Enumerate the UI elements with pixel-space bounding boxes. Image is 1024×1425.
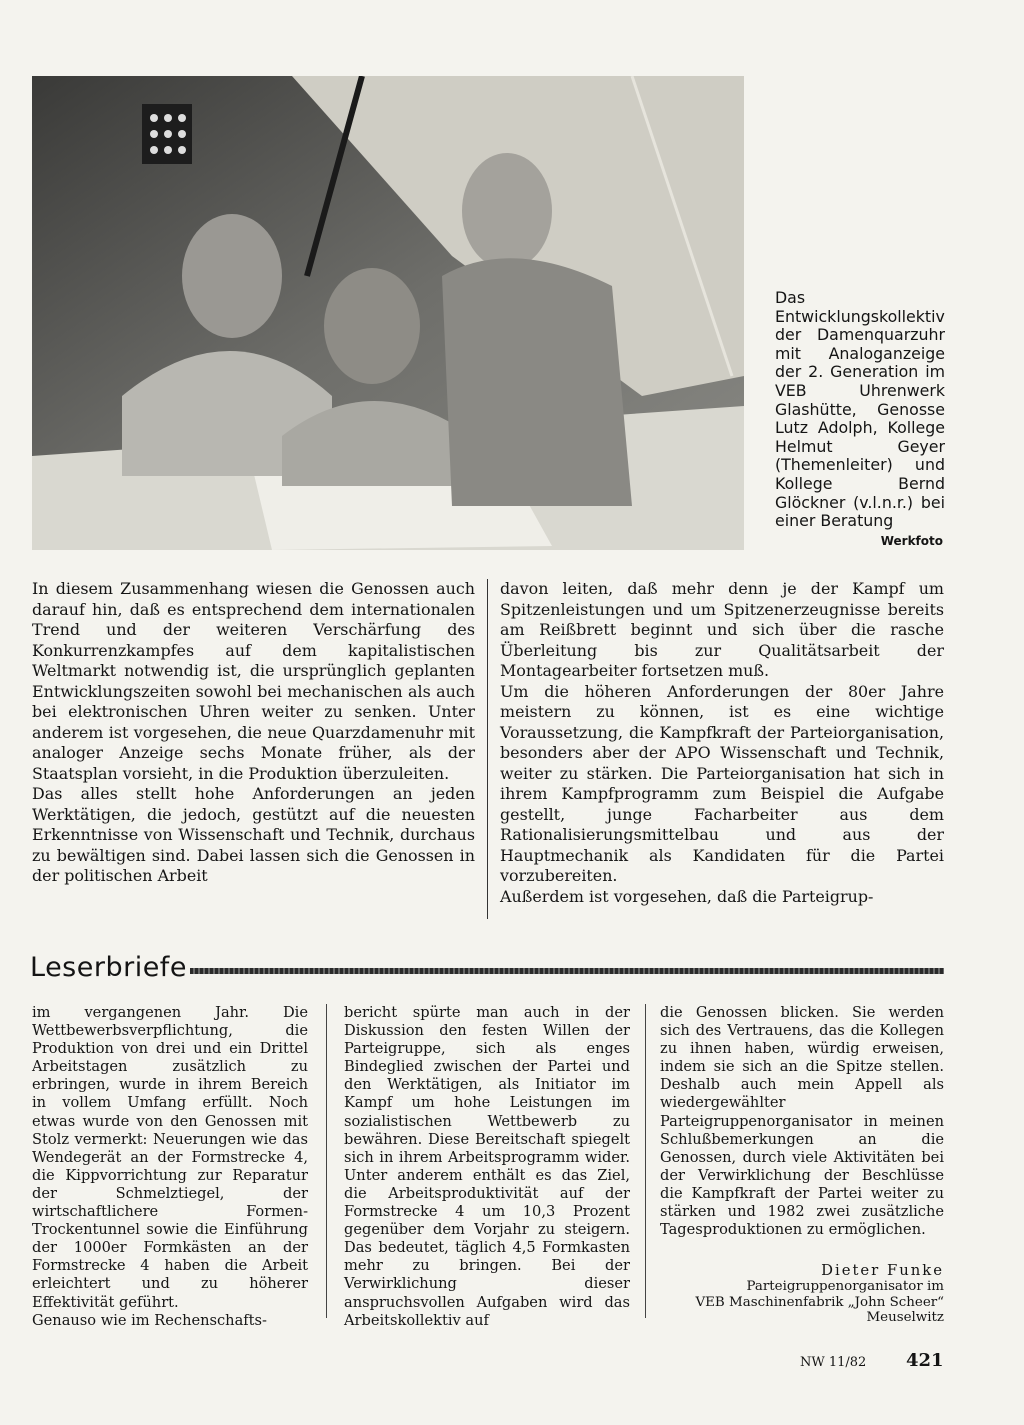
page-number: 421 bbox=[906, 1350, 944, 1371]
article-column-2 bbox=[500, 579, 944, 907]
letter-signature bbox=[660, 1262, 944, 1326]
letter-paragraph: im vergangenen Jahr. Die Wettbewerbsverpflichtung, die Produktion von drei und ein Drittel Arbeitstagen zusätzlich zu erbringen, wurde in ihrem Bereich in vollem Umfang erfüllt. Noch etwas wurde von den Genossen mit Stolz vermerkt: Neuerungen wie das Wendegerät an der Formstrecke 4, die Kippvorrichtung zur Reparatur der Schmelztiegel, der wirtschaftlichere Formen-Trockentunnel sowie die Einführung der 1000er Formkästen an der Formstrecke 4 haben die Arbeit erleichtert und zu höherer Effektivität geführt. bbox=[32, 1004, 308, 1311]
article-paragraph: In diesem Zusammenhang wiesen die Genossen auch darauf hin, daß es entsprechend dem internationalen Trend und der weiteren Verschärfung des Konkurrenzkampfes auf dem kapitalistischen Weltmarkt notwendig ist, die ursprünglich geplanten Entwicklungszeiten sowohl bei mechanischen als auch bei elektronischen Uhren weiter zu senken. Unter anderem ist vorgesehen, die neue Quarzdamenuhr mit analoger Anzeige sechs Monate früher, als der Staatsplan vorsieht, in die Produktion überzuleiten. bbox=[32, 579, 475, 783]
letter-column-2 bbox=[344, 1004, 630, 1330]
column-divider bbox=[487, 579, 488, 919]
section-rule bbox=[190, 968, 944, 974]
article-paragraph: davon leiten, daß mehr denn je der Kampf um Spitzenleistungen und um Spitzenerzeugnisse bereits am Reißbrett beginnt und sich über die rasche Überleitung bis zur Qualitätsarbeit der Montagearbeiter fortsetzen muß. bbox=[500, 579, 944, 680]
author-name: Dieter Funke bbox=[821, 1262, 944, 1279]
photo-credit: Werkfoto bbox=[880, 534, 943, 548]
article-column-1 bbox=[32, 579, 475, 887]
article-paragraph: Außerdem ist vorgesehen, daß die Parteigrup- bbox=[500, 886, 874, 906]
author-role-line: VEB Maschinenfabrik „John Scheer“ bbox=[695, 1294, 944, 1310]
article-paragraph: Das alles stellt hohe Anforderungen an jeden Werktätigen, die jedoch, gestützt auf die neuesten Erkenntnisse von Wissenschaft und Technik, durchaus zu bewältigen sind. Dabei lassen sich die Genossen in der politischen Arbeit bbox=[32, 784, 475, 885]
author-role-line: Parteigruppenorganisator im bbox=[746, 1279, 944, 1294]
article-paragraph: Um die höheren Anforderungen der 80er Jahre meistern zu können, ist es eine wichtige Voraussetzung, die Kampfkraft der Parteiorganisation, besonders aber der APO Wissenschaft und Technik, weiter zu stärken. Die Parteiorganisation hat sich in ihrem Kampfprogramm zum Beispiel die Aufgabe gestellt, junge Facharbeiter aus dem Rationalisierungsmittelbau und aus der Hauptmechanik als Kandidaten für die Partei vorzubereiten. bbox=[500, 681, 944, 885]
letter-column-3 bbox=[660, 1004, 944, 1239]
letter-column-1 bbox=[32, 1004, 308, 1330]
letter-paragraph: die Genossen blicken. Sie werden sich des Vertrauens, das die Kollegen zu ihnen haben, würdig erweisen, indem sie sich an die Spitze stellen. Deshalb auch mein Appell als wiedergewählter Parteigruppenorganisator in meinen Schlußbemerkungen an die Genossen, durch viele Aktivitäten bei der Verwirklichung der Beschlüsse die Kampfkraft der Partei weiter zu stärken und 1982 zwei zusätzliche Tagesproduktionen zu ermöglichen. bbox=[660, 1004, 944, 1239]
letter-paragraph: bericht spürte man auch in der Diskussion den festen Willen der Parteigruppe, sich als enges Bindeglied zwischen der Partei und den Werktätigen, als Initiator im Kampf um hohe Leistungen im sozialistischen Wettbewerb zu bewähren. Diese Bereitschaft spiegelt sich in ihrem Arbeitsprogramm wider. Unter anderem enthält es das Ziel, die Arbeitsproduktivität auf der Formstrecke 4 um 10,3 Prozent gegenüber dem Vorjahr zu steigern. Das bedeutet, täglich 4,5 Formkasten mehr zu bringen. Bei der Verwirklichung dieser anspruchsvollen Aufgaben wird das Arbeitskollektiv auf bbox=[344, 1004, 630, 1329]
photo-caption: Das Entwicklungskollektiv der Damenquarzuhr mit Analoganzeige der 2. Generation im VEB Uhrenwerk Glashütte, Genosse Lutz Adolph, Kollege Helmut Geyer (Themenleiter) und Kollege Bernd Glöckner (v.l.n.r.) bei einer Beratung bbox=[775, 288, 945, 531]
column-divider bbox=[645, 1004, 646, 1318]
section-title: Leserbriefe bbox=[30, 952, 187, 983]
author-role-line: Meuselwitz bbox=[866, 1310, 944, 1325]
letter-paragraph: Genauso wie im Rechenschafts- bbox=[32, 1311, 267, 1329]
issue-label: NW 11/82 bbox=[800, 1355, 867, 1370]
article-photo bbox=[32, 76, 744, 550]
column-divider bbox=[326, 1004, 327, 1318]
photo-group-icon bbox=[32, 76, 744, 550]
